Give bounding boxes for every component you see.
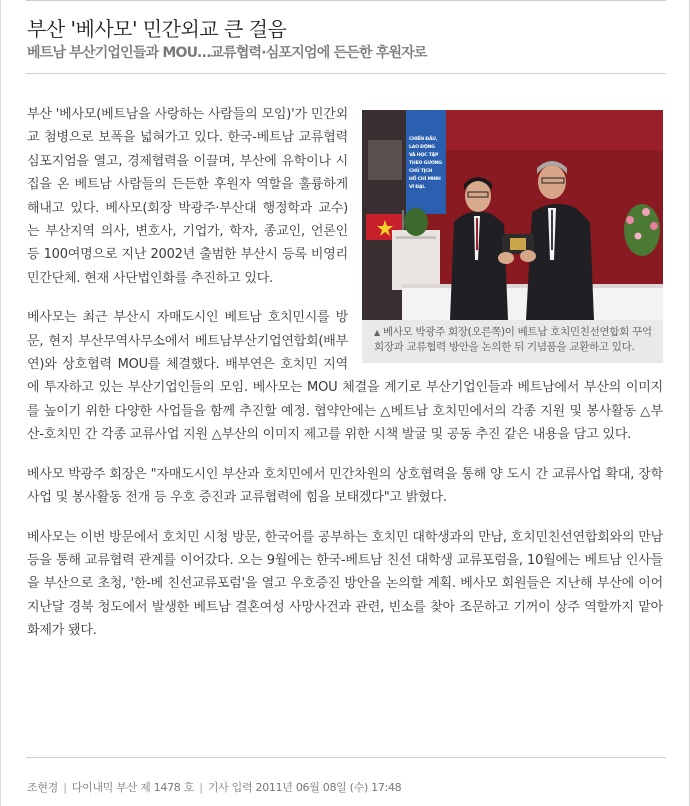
photo-caption-text: 베사모 박광주 회장(오른쪽)이 베트남 호치민친선연합회 꾸억 회장과 교류협력 방안을 논의한 뒤 기념품을 교환하고 있다.: [374, 326, 652, 353]
byline-date: 기사 입력 2011년 06월 08일 (수) 17:48: [207, 781, 402, 794]
article-paragraph: 베사모는 이번 방문에서 호치민 시청 방문, 한국어를 공부하는 호치민 대학생과의 만남, 호치민친선연합회와의 만남 등을 통해 교류협력 관계를 이어갔다. 오는 9월에는 한국-베트남 친선 대학생 교류포럼을, 10월에는 베트남 인사들을 부산으로 초청, '한-베 친선교류포럼'을 열고 우호증진 방안을 논의할 계획. 베사모 회원들은 지난해 부산에 이어 지난달 경북 청도에서 발생한 베트남 결혼여성 사망사건과 관련, 빈소를 찾아 조문하고 기꺼이 상주 역할까지 맡아 화제가 됐다.: [27, 529, 663, 639]
banner-line: CHỦ TỊCH: [409, 169, 433, 174]
caption-bullet-icon: ▲: [374, 328, 380, 337]
photo-person-right: [526, 204, 594, 320]
top-divider: [26, 0, 666, 1]
byline-author: 조현경: [27, 781, 58, 794]
headline-divider: [26, 73, 666, 74]
byline-publication: 다이내믹 부산 제 1478 호: [71, 781, 194, 794]
byline-separator: |: [63, 781, 67, 794]
article-paragraph: 베사모 박광주 회장은 "자매도시인 부산과 호치민에서 민간차원의 상호협력을 통해 양 도시 간 교류사업 확대, 장학사업 및 봉사활동 전개 등 우호 증진과 교류협력에 힘을 보태겠다"고 밝혔다.: [27, 466, 663, 506]
photo-caption: [362, 320, 663, 363]
banner-line: THEO GƯƠNG: [409, 161, 442, 166]
banner-line: HỒ CHÍ MINH: [409, 177, 441, 182]
banner-line: CHIẾN ĐẤU,: [409, 137, 438, 142]
article-subheadline: 베트남 부산기업인들과 MOU…교류협력·심포지엄에 든든한 후원자로: [27, 45, 427, 61]
article-paragraph: 베사모는 최근 부산시 자매도시인 베트남 호치민시를 방문, 현지 부산무역사무소에서 베트남부산기업연합회(배부연)와 상호협력 MOU를 체결했다. 배부연은 호치민 지역에 투자하고 있는 부산기업인들의 모임. 베사모는 MOU 체결을 계기로 부산기업인들과 베트남에서 부산의 이미지를 높이기 위한 다양한 사업들을 함께 추진할 예정. 협약안에는 △베트남 호치민에서의 각종 지원 및 봉사활동 △부산-호치민 간 각종 교류사업 지원 △부산의 이미지 제고를 위한 시책 발굴 및 공동 추진 같은 내용을 담고 있다.: [27, 310, 663, 443]
frame-left-border: [0, 0, 1, 806]
article-byline: [27, 779, 401, 795]
article-photo-figure: [362, 110, 663, 363]
article-headline: 부산 '베사모' 민간외교 큰 걸음: [27, 17, 287, 41]
byline-separator: |: [199, 781, 203, 794]
footer-divider: [26, 757, 666, 758]
article-paragraph: 부산 '베사모(베트남을 사랑하는 사람들의 모임)'가 민간외교 첨병으로 보폭을 넓혀가고 있다. 한국-베트남 교류협력 심포지엄을 열고, 경제협력을 이끌며, 부산에 유학이나 시집을 온 베트남 사람들의 든든한 후원자 역할을 훌륭하게 해내고 있다. 베사모(회장 박광주·부산대 행정학과 교수)는 부산지역 의사, 변호사, 기업가, 학자, 종교인, 언론인 등 100여명으로 지난 2002년 출범한 부산시 등록 비영리 민간단체. 현재 사단법인화를 추진하고 있다.: [27, 107, 348, 286]
banner-line: LAO ĐỘNG: [409, 145, 435, 150]
banner-line: VÀ HỌC TẬP: [409, 153, 439, 158]
article-photo[interactable]: [362, 110, 663, 320]
article-body: [27, 103, 663, 659]
banner-line: VĨ ĐẠI.: [409, 185, 426, 190]
